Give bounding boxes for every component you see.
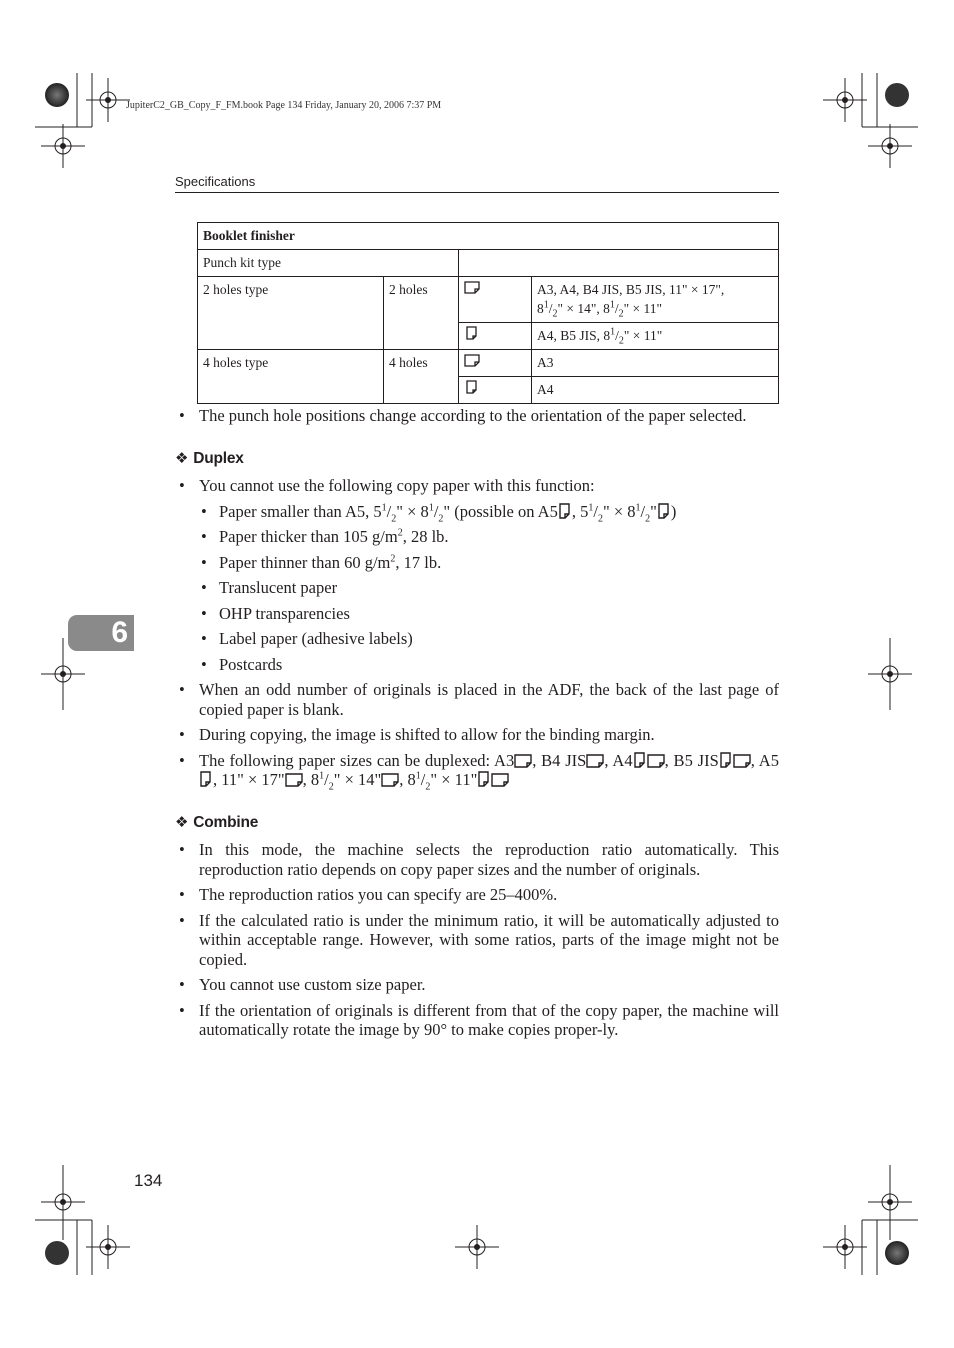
table-cell: 4 holes (384, 350, 459, 404)
chapter-tab (68, 615, 134, 651)
list-item: • If the calculated ratio is under the minimum ratio, it will be automatically adjusted to within acceptable range. However, with some ratios, parts of the image might not be copied. (199, 911, 779, 970)
table-cell: A4, B5 JIS, $8^1/_2$" × 11" (532, 323, 779, 350)
portrait-paper-icon (719, 752, 733, 768)
portrait-paper-icon (477, 771, 491, 787)
landscape-paper-icon (491, 772, 509, 787)
landscape-paper-icon (464, 280, 480, 294)
list-item: • When an odd number of originals is placed in the ADF, the back of the last page of copied paper is blank. (199, 680, 779, 719)
list-item: • If the orientation of originals is different from that of the copy paper, the machine will automatically rotate the image by 90° to make copies proper-ly. (199, 1001, 779, 1040)
duplex-intro: You cannot use the following copy paper with this function: (199, 476, 595, 495)
duplex-sublist (219, 502, 779, 675)
list-item: • You cannot use custom size paper. (199, 975, 779, 995)
table-cell: 2 holes type (198, 277, 384, 350)
table-title: Booklet finisher (198, 223, 779, 250)
landscape-paper-icon (733, 753, 751, 768)
print-info: JupiterC2_GB_Copy_F_FM.book Page 134 Friday, January 20, 2006 7:37 PM (126, 100, 442, 111)
chapter-number: 6 (111, 616, 128, 649)
list-item: • The following paper sizes can be duplexed: A3 , B4 JIS , A4 , B5 JIS , A5, 11" × 17" , $8^1/_2$" × 14" , $8^1/_2$" × 11" (199, 751, 779, 790)
landscape-paper-icon (514, 753, 532, 768)
list-item: • OHP transparencies (219, 604, 779, 624)
table-row (198, 250, 779, 277)
punch-kit-label: Punch kit type (198, 250, 459, 277)
table-cell: 2 holes (384, 277, 459, 350)
body-content (175, 406, 779, 1040)
header-rule (175, 192, 779, 193)
landscape-icon-cell (459, 277, 532, 323)
combine-heading-text: Combine (193, 813, 259, 831)
landscape-paper-icon (647, 753, 665, 768)
landscape-paper-icon (381, 772, 399, 787)
portrait-paper-icon (657, 503, 671, 519)
combine-heading (175, 813, 779, 833)
empty-cell (459, 250, 779, 277)
color-bar-icon (45, 83, 69, 107)
portrait-paper-icon (199, 771, 213, 787)
list-item: • Paper thinner than 60 $g/m^2$, 17 lb. (219, 553, 779, 573)
duplex-list (199, 476, 779, 793)
landscape-paper-icon (586, 753, 604, 768)
diamond-icon: ❖ (175, 813, 189, 831)
list-item: • The punch hole positions change according to the orientation of the paper selected. (199, 406, 779, 426)
running-header: Specifications (175, 174, 256, 189)
landscape-paper-icon (464, 353, 480, 367)
landscape-paper-icon (285, 772, 303, 787)
portrait-icon-cell (459, 377, 532, 404)
portrait-paper-icon (633, 752, 647, 768)
duplex-heading (175, 449, 779, 469)
table-title-row (198, 223, 779, 250)
list-item: • The reproduction ratios you can specify are 25–400%. (199, 885, 779, 905)
portrait-paper-icon (464, 326, 480, 340)
duplex-heading-text: Duplex (193, 449, 244, 467)
portrait-paper-icon (464, 380, 480, 394)
list-item: • Label paper (adhesive labels) (219, 629, 779, 649)
page-number: 134 (134, 1171, 163, 1190)
list-item: • In this mode, the machine selects the reproduction ratio automatically. This reproduction ratio depends on copy paper sizes and the number of originals. (199, 840, 779, 879)
table-cell: A3 (532, 350, 779, 377)
portrait-icon-cell (459, 323, 532, 350)
diamond-icon: ❖ (175, 449, 189, 467)
list-item: • Paper smaller than A5, $5^1/_2$" × $8^1/_2$" (possible on A5 , $5^1/_2$" × $8^1/_2$" ) (219, 502, 779, 522)
table-cell: A4 (532, 377, 779, 404)
table-cell: A3, A4, B4 JIS, B5 JIS, 11" × 17", $8^1/_2$" × 14", $8^1/_2$" × 11" (532, 277, 779, 323)
combine-list (199, 840, 779, 1040)
list-item: • Translucent paper (219, 578, 779, 598)
list-item (199, 476, 779, 674)
landscape-icon-cell (459, 350, 532, 377)
table-row (198, 277, 779, 323)
booklet-finisher-table (197, 222, 779, 404)
portrait-paper-icon (558, 503, 572, 519)
table-cell: 4 holes type (198, 350, 384, 404)
list-item: • Postcards (219, 655, 779, 675)
list-item: • Paper thicker than 105 $g/m^2$, 28 lb. (219, 527, 779, 547)
punch-note-list (199, 406, 779, 426)
list-item: • During copying, the image is shifted to allow for the binding margin. (199, 725, 779, 745)
table-row (198, 350, 779, 377)
